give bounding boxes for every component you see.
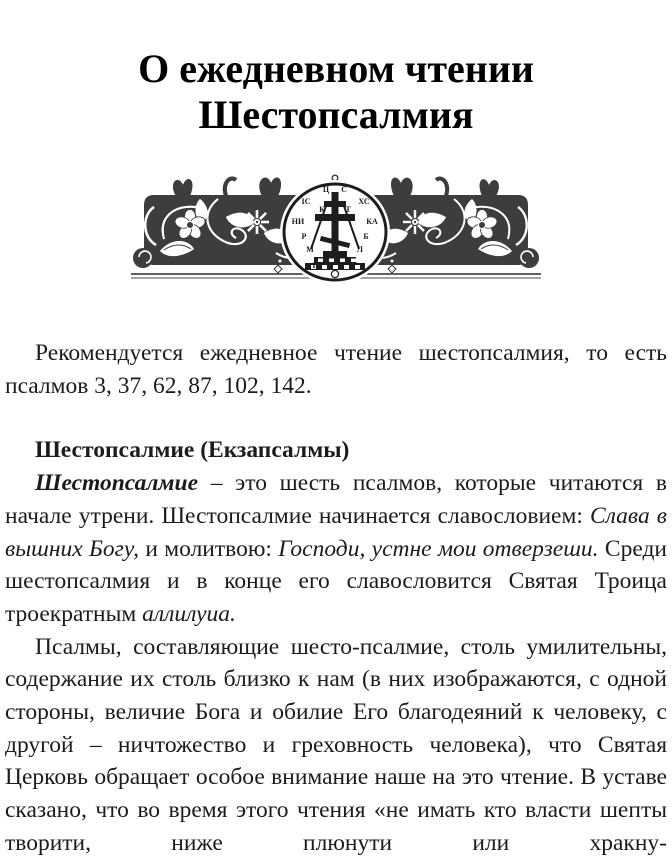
letter-g2: Г	[352, 261, 358, 270]
letter-ni: НИ	[291, 217, 305, 226]
letter-g1: Г	[312, 261, 318, 270]
letter-ka: КА	[366, 217, 378, 226]
title-line-1: О ежедневном чтении	[138, 46, 534, 91]
quote-gospodi: Господи, устне мои отверзеши.	[278, 535, 599, 562]
paragraph-recommendation: Рекомендуется ежедневное чтение шестопсалмия, то есть псалмов 3, 37, 62, 87, 102, 142.	[5, 340, 667, 399]
letter-is: ІС	[301, 197, 311, 206]
letter-b: Б	[363, 232, 369, 241]
adam-skull	[331, 270, 338, 277]
rule-diamond-left	[274, 265, 282, 273]
letter-r: Р	[301, 232, 307, 241]
ornament-graphic	[130, 173, 542, 285]
paragraph-psalms: Псалмы, составляющие шесто-псалмие, столь умилительны, содержание их столь близко к нам (в них изображаются, с одной стороны, величие Бога и обилие Его благодеяний к человеку, с другой – ничтожество и греховность человека), что Святая Церковь обращает особое внимание наше на это чтение. В уставе сказано, что во время этого чтения «не имать кто власти шепты творити, ниже плюнути или хракну-	[5, 633, 667, 856]
body-text	[5, 337, 667, 860]
crown-ring	[332, 175, 338, 181]
term-shestopsalmie: Шестопсалмие	[35, 470, 199, 497]
letter-ts: Ц	[322, 185, 330, 194]
letter-t: Т	[345, 205, 351, 214]
quote-slava: Слава в вышних Богу,	[5, 502, 667, 562]
definition-text-3: Среди шестопсалмия и в конце его славословится Святая Троица троекратным	[5, 535, 667, 627]
page-title	[0, 0, 672, 138]
section-heading: Шестопсалмие (Екзапсалмы)	[35, 437, 350, 464]
letter-l: Л	[357, 245, 363, 254]
letter-s: С	[341, 185, 347, 194]
paragraph-definition	[5, 467, 667, 631]
rule-diamond-right	[388, 265, 396, 273]
title-line-2: Шестопсалмия	[198, 92, 474, 137]
letter-m: М	[306, 245, 314, 254]
letter-khs: ХС	[358, 197, 370, 206]
term-alliluia: аллилуиа.	[142, 600, 236, 627]
headpiece-ornament	[0, 173, 672, 285]
definition-text-1: – это шесть псалмов, которые читаются в начале утрени. Шестопсалмие начинается славословием:	[5, 470, 667, 529]
letter-k: К	[319, 205, 325, 214]
definition-text-2: и молитвою:	[138, 535, 279, 562]
